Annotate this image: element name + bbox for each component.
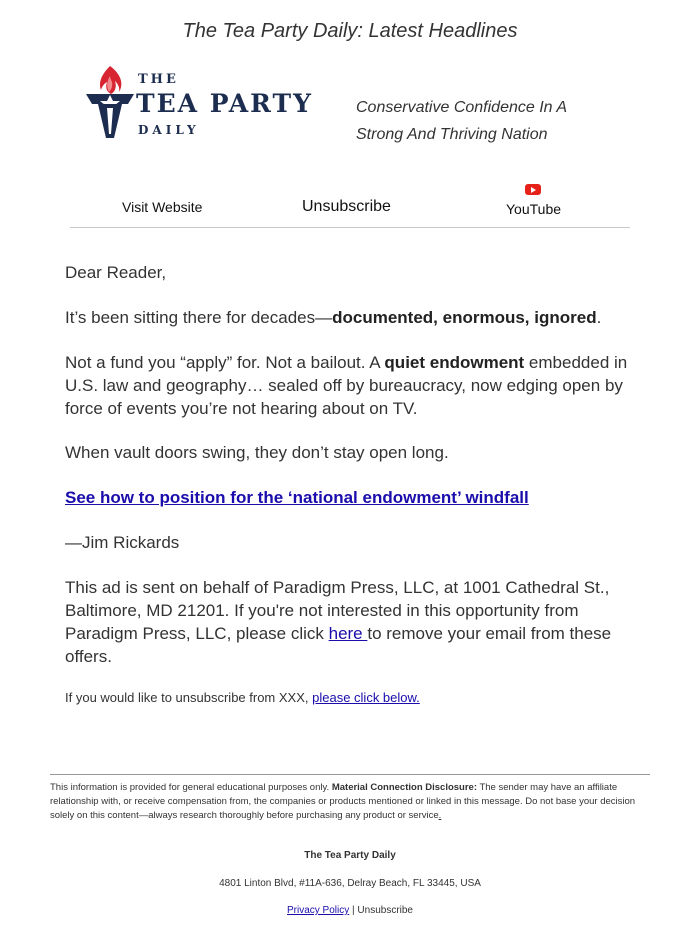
unsubscribe-click-link[interactable]: please click below. bbox=[312, 690, 420, 705]
signature: —Jim Rickards bbox=[65, 533, 180, 552]
paragraph-1-prefix: It’s been sitting there for decades— bbox=[65, 308, 333, 327]
tagline-line-2: Strong And Thriving Nation bbox=[356, 126, 548, 143]
youtube-icon[interactable] bbox=[525, 184, 541, 195]
paragraph-2 bbox=[65, 351, 645, 420]
ad-disclosure-prefix: This ad is sent on behalf of Paradigm Press, LLC, at 1001 Cathedral St., Baltimore, MD 21201. If you're not interested in this opportunity from Paradigm Press, LLC, please click bbox=[65, 578, 610, 643]
torch-logo-icon bbox=[80, 64, 136, 142]
tagline bbox=[356, 94, 616, 148]
paragraph-1-bold: documented, enormous, ignored bbox=[332, 308, 597, 327]
footer-company-name: The Tea Party Daily bbox=[304, 850, 396, 861]
tea-party-daily-logo[interactable] bbox=[80, 64, 340, 142]
logo-daily-text: DAILY bbox=[138, 123, 200, 137]
disclaimer-prefix: This information is provided for general educational purposes only. bbox=[50, 782, 332, 793]
remove-email-link[interactable]: here bbox=[328, 624, 368, 643]
privacy-policy-link[interactable]: Privacy Policy bbox=[287, 905, 350, 916]
paragraph-3: When vault doors swing, they don’t stay open long. bbox=[65, 443, 449, 462]
visit-website-link[interactable]: Visit Website bbox=[122, 199, 203, 215]
logo-name-text: TEA PARTY bbox=[136, 89, 313, 118]
tagline-line-1: Conservative Confidence In A bbox=[356, 99, 568, 116]
paragraph-2-suffix: embedded in U.S. law and geography… sealed off by bureaucracy, now edging open by force of events you’re not hearing about on TV. bbox=[65, 353, 628, 418]
footer-links bbox=[0, 905, 700, 916]
disclaimer-period: . bbox=[438, 810, 442, 821]
paragraph-2-bold: quiet endowment bbox=[384, 353, 525, 372]
footer-divider bbox=[50, 774, 650, 775]
disclaimer-bold: Material Connection Disclosure: bbox=[331, 782, 477, 793]
footer-disclaimer bbox=[50, 781, 650, 823]
footer-address: 4801 Linton Blvd, #11A-636, Delray Beach, FL 33445, USA bbox=[219, 878, 481, 889]
newsletter-title: The Tea Party Daily: Latest Headlines bbox=[182, 20, 518, 42]
header-nav bbox=[70, 182, 630, 228]
paragraph-2-prefix: Not a fund you “apply” for. Not a bailout. A bbox=[65, 353, 385, 372]
unsubscribe-nav-link[interactable]: Unsubscribe bbox=[302, 198, 391, 215]
logo-the-text: THE bbox=[138, 72, 179, 87]
youtube-link[interactable]: YouTube bbox=[506, 201, 562, 217]
unsubscribe-notice-text: If you would like to unsubscribe from XXX, bbox=[65, 690, 313, 705]
ad-disclosure-suffix: to remove your email from these offers. bbox=[65, 624, 612, 666]
greeting: Dear Reader, bbox=[65, 263, 167, 282]
footer-unsubscribe-link[interactable]: Unsubscribe bbox=[357, 905, 413, 916]
cta-paragraph bbox=[65, 486, 645, 509]
paragraph-1-suffix: . bbox=[596, 308, 602, 327]
ad-disclosure bbox=[65, 576, 645, 668]
cta-link[interactable]: See how to position for the ‘national endowment’ windfall bbox=[65, 488, 529, 507]
unsubscribe-notice bbox=[65, 690, 420, 705]
footer-separator: | bbox=[349, 905, 358, 916]
disclaimer-suffix: The sender may have an affiliate relationship with, or receive compensation from, the companies or products mentioned or linked in this message. Do not base your decision solely on this content—always research thoroughly before purchasing any product or service bbox=[50, 782, 636, 821]
paragraph-1 bbox=[65, 306, 645, 329]
